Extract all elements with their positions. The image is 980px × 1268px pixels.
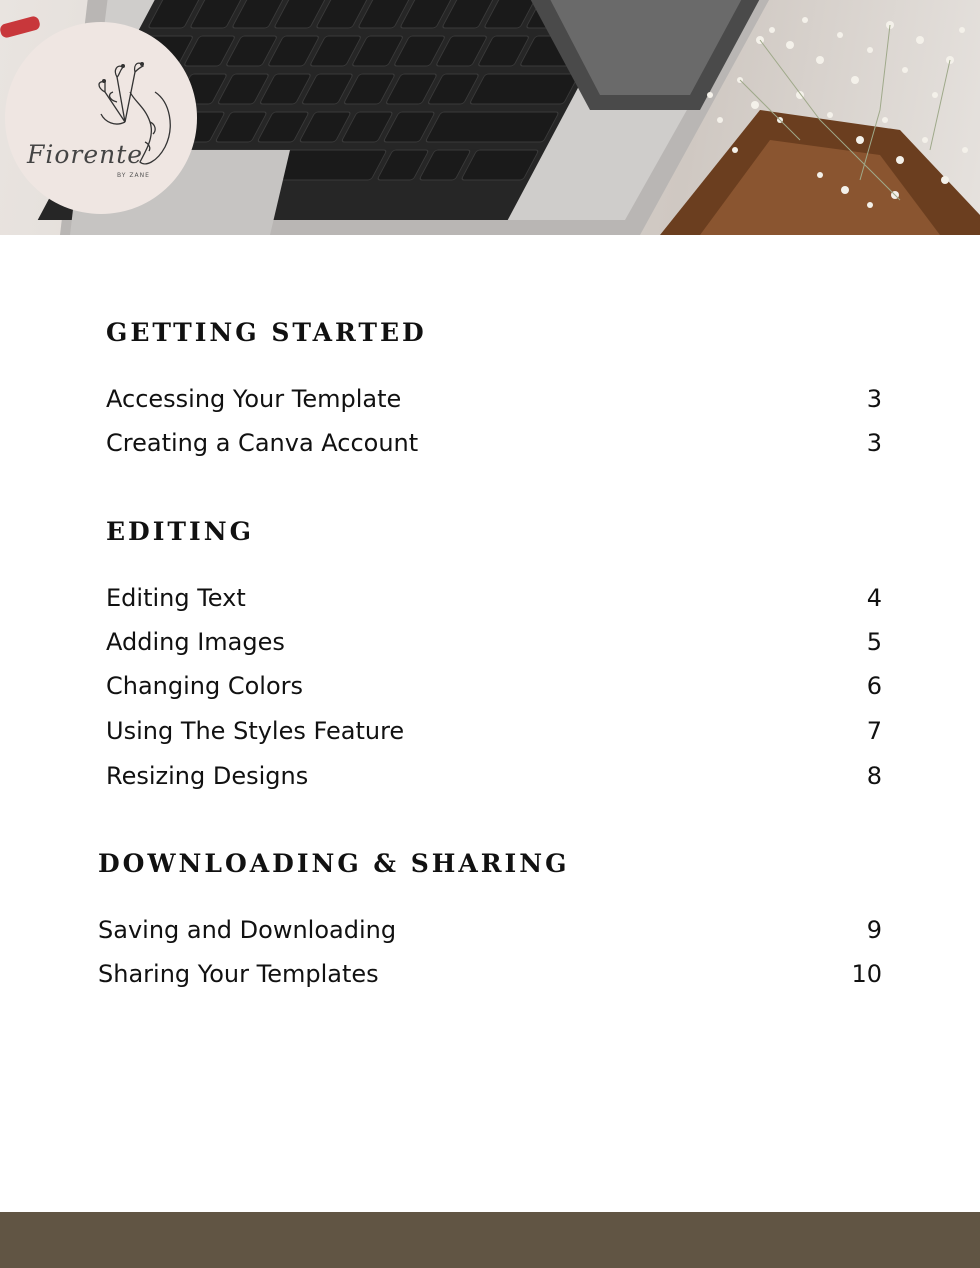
toc-item-label: Adding Images [106,628,285,656]
toc-item-label: Resizing Designs [106,762,309,790]
toc-item-page: 3 [866,429,882,457]
toc-item-label: Sharing Your Templates [98,960,379,988]
toc-item-page: 9 [866,916,882,944]
toc-item-label: Using The Styles Feature [106,717,405,745]
logo-byline: BY ZANE [117,172,150,179]
brand-logo [5,22,197,214]
toc-item-page: 10 [851,960,882,988]
toc-item[interactable] [106,761,882,791]
toc-item[interactable] [106,627,882,657]
toc-item-label: Changing Colors [106,672,304,700]
toc-item-label: Accessing Your Template [106,385,402,413]
footer-band [0,1212,980,1268]
toc-item[interactable] [106,583,882,613]
toc-item[interactable] [106,671,882,701]
toc-item[interactable] [106,716,882,746]
toc-item-page: 4 [866,584,882,612]
section-heading-downloading-sharing: DOWNLOADING & SHARING [98,849,570,878]
section-heading-editing: EDITING [106,517,254,546]
toc-item-page: 7 [866,717,882,745]
toc-item-page: 6 [866,672,882,700]
toc-item[interactable] [106,428,882,458]
toc-item-label: Creating a Canva Account [106,429,419,457]
toc-item-page: 3 [866,385,882,413]
logo-wordmark: Fiorente [27,140,144,169]
toc-item-page: 8 [866,762,882,790]
toc-item[interactable] [98,959,882,989]
toc-item-page: 5 [866,628,882,656]
section-heading-getting-started: GETTING STARTED [106,318,427,347]
floral-face-line-art-icon [5,22,197,214]
toc-item-label: Saving and Downloading [98,916,397,944]
toc-item[interactable] [106,384,882,414]
toc-item-label: Editing Text [106,584,246,612]
toc-item[interactable] [98,915,882,945]
